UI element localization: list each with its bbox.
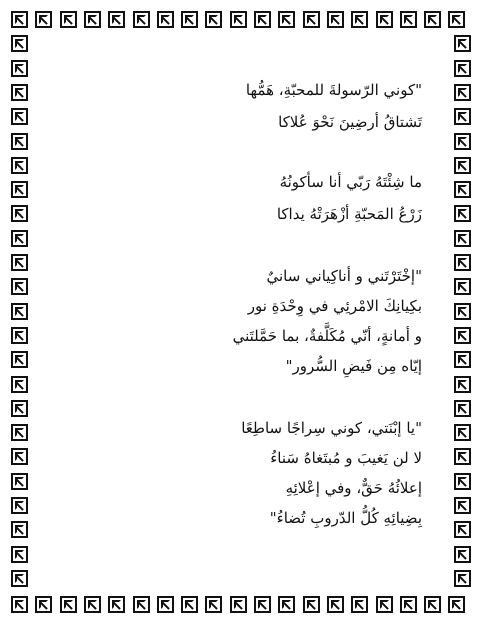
border-tile [11, 596, 28, 613]
border-tile [11, 303, 28, 320]
poem-line: لا لن يَغيبَ و مُبتَغاهُ سَناءُ [270, 449, 422, 467]
border-tile [84, 11, 101, 28]
border-tile [424, 596, 441, 613]
border-tile [327, 596, 344, 613]
border-tile [351, 11, 368, 28]
border-tile [11, 60, 28, 77]
border-tile [11, 205, 28, 222]
border-tile [424, 11, 441, 28]
border-tile [11, 133, 28, 150]
border-tile [157, 11, 174, 28]
border-tile [11, 327, 28, 344]
border-tile [133, 11, 150, 28]
border-tile [11, 570, 28, 587]
border-tile [157, 596, 174, 613]
border-tile [454, 181, 471, 198]
border-tile [108, 11, 125, 28]
border-tile [448, 11, 465, 28]
border-tile [11, 254, 28, 271]
poem-line: بكِيانِكَ الامْرئِي في وِحْدَةِ نور [247, 297, 422, 315]
border-tile [454, 157, 471, 174]
border-tile [133, 596, 150, 613]
poem-line: "إخْتَرْتَني و أناكِياني سانيٌ [266, 267, 422, 285]
border-tile [448, 596, 465, 613]
poem-line: و أمانةٍ، أنّي مُكَلَّفةٌ، بما حَمَّلتَني [232, 327, 422, 345]
border-tile [11, 424, 28, 441]
border-tile [454, 497, 471, 514]
poem-line: تَشتاقُ أرضِينَ نَحْوَ عُلاكا [278, 113, 422, 131]
border-tile [60, 596, 77, 613]
border-tile [454, 546, 471, 563]
border-tile [205, 11, 222, 28]
border-tile [254, 596, 271, 613]
border-tile [181, 596, 198, 613]
border-tile [454, 521, 471, 538]
border-tile [11, 108, 28, 125]
border-tile [351, 596, 368, 613]
poem-line: إيّاه مِن فَيضِ السُّرور" [285, 357, 422, 375]
border-tile [11, 35, 28, 52]
border-tile [230, 11, 247, 28]
border-tile [376, 11, 393, 28]
border-tile [454, 570, 471, 587]
border-tile [454, 448, 471, 465]
border-tile [84, 596, 101, 613]
border-tile [11, 230, 28, 247]
border-tile [454, 376, 471, 393]
border-tile [11, 181, 28, 198]
border-tile [454, 327, 471, 344]
border-tile [230, 596, 247, 613]
border-tile [60, 11, 77, 28]
poem-line: إعلائُهُ حَقٌّ، وفي إعْلائِهِ [285, 479, 422, 497]
border-tile [454, 205, 471, 222]
border-tile [454, 424, 471, 441]
border-tile [11, 351, 28, 368]
border-tile [454, 35, 471, 52]
border-tile [454, 60, 471, 77]
border-tile [454, 84, 471, 101]
border-tile [11, 473, 28, 490]
poem-line: ما شِئْتَهُ رَبّي أنا سأكونُهُ [279, 173, 422, 191]
border-tile [454, 473, 471, 490]
poem-line: بِضِيائِهِ كُلُّ الدّروبِ تُضاءُ" [269, 509, 422, 527]
border-tile [278, 596, 295, 613]
border-tile [454, 254, 471, 271]
border-tile [11, 376, 28, 393]
border-tile [35, 596, 52, 613]
border-tile [400, 11, 417, 28]
border-tile [205, 596, 222, 613]
border-tile [454, 133, 471, 150]
border-tile [108, 596, 125, 613]
border-tile [454, 278, 471, 295]
border-tile [11, 11, 28, 28]
border-tile [11, 157, 28, 174]
border-tile [11, 400, 28, 417]
border-tile [278, 11, 295, 28]
border-tile [11, 521, 28, 538]
border-tile [303, 596, 320, 613]
poem-line: "يا إبْنَتي، كوني سِراجًا ساطِعًا [241, 419, 422, 437]
border-tile [11, 448, 28, 465]
border-tile [454, 400, 471, 417]
border-tile [327, 11, 344, 28]
poem-line: زَرْعُ المَحبّةِ أزْهَرَتْهُ يداكا [276, 205, 422, 223]
border-tile [454, 108, 471, 125]
border-tile [454, 230, 471, 247]
border-tile [11, 278, 28, 295]
poem-line: "كوني الرّسولةَ للمحبّةِ، هَمُّها [245, 81, 422, 99]
border-tile [303, 11, 320, 28]
border-tile [11, 546, 28, 563]
border-tile [181, 11, 198, 28]
border-tile [11, 497, 28, 514]
border-tile [254, 11, 271, 28]
border-tile [376, 596, 393, 613]
border-tile [11, 84, 28, 101]
border-tile [454, 351, 471, 368]
border-tile [454, 303, 471, 320]
border-tile [400, 596, 417, 613]
border-tile [35, 11, 52, 28]
